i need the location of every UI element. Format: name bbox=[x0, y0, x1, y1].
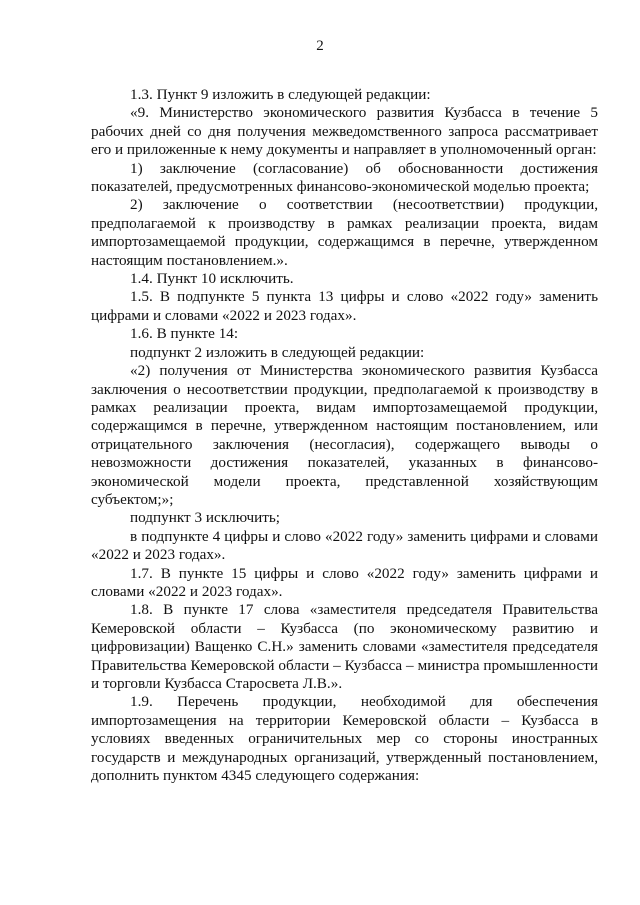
paragraph-item-9: «9. Министерство экономического развития Кузбасса в течение 5 рабочих дней со дня получения межведомственного запроса рассматривает его и приложенные к нему документы и направляет в уполномоченный орган: bbox=[91, 104, 598, 159]
paragraph-1-5: 1.5. В подпункте 5 пункта 13 цифры и слово «2022 году» заменить цифрами и словами «2022 и 2023 годах». bbox=[91, 288, 598, 324]
paragraph-subitem-2-heading: подпункт 2 изложить в следующей редакции: bbox=[130, 343, 425, 361]
paragraph-subitem-2: 2) заключение о соответствии (несоответствии) продукции, предполагаемой к производству в рамках реализации проекта, видам импортозамещаемой продукции, содержащимся в перечне, утвержденном настоящим постановлением.». bbox=[91, 196, 598, 269]
paragraph-1-4: 1.4. Пункт 10 исключить. bbox=[130, 270, 294, 288]
paragraph-subitem-4: в подпункте 4 цифры и слово «2022 году» заменить цифрами и словами «2022 и 2023 годах». bbox=[91, 527, 598, 564]
paragraph-1-7: 1.7. В пункте 15 цифры и слово «2022 году» заменить цифрами и словами «2022 и 2023 годах». bbox=[91, 564, 598, 600]
paragraph-1-6: 1.6. В пункте 14: bbox=[130, 325, 239, 343]
paragraph-subitem-2-text: «2) получения от Министерства экономического развития Кузбасса заключения о несоответствии продукции, предполагаемой к производству в рамках реализации проекта, видам импортозамещаемой продукции, содержащимся в перечне, утвержденном настоящим постановлением, или отрицательного заключения (несогласия), содержащего выводы о невозможности достижения показателей, указанных в финансово-экономической модели проекта, представленной хозяйствующим субъектом;»; bbox=[91, 362, 598, 508]
document-body bbox=[91, 86, 598, 785]
page-number: 2 bbox=[316, 38, 324, 54]
paragraph-subitem-3: подпункт 3 исключить; bbox=[130, 509, 281, 527]
paragraph-1-9: 1.9. Перечень продукции, необходимой для обеспечения импортозамещения на территории Кемеровской области – Кузбасса в условиях введенных ограничительных мер со стороны иностранных государств и международных организаций, утвержденный постановлением, дополнить пунктом 4345 следующего содержания: bbox=[91, 693, 598, 785]
paragraph-1-3: 1.3. Пункт 9 изложить в следующей редакции: bbox=[130, 86, 431, 103]
paragraph-1-8: 1.8. В пункте 17 слова «заместителя председателя Правительства Кемеровской области – Кузбасса (по экономическому развитию и цифровизации) Ващенко С.Н.» заменить словами «заместителя председателя Правительства Кемеровской области – Кузбасса – министра промышленности и торговли Кузбасса Старосвета Л.В.». bbox=[91, 601, 598, 692]
paragraph-subitem-1: 1) заключение (согласование) об обоснованности достижения показателей, предусмотренных финансово-экономической моделью проекта; bbox=[91, 159, 598, 196]
